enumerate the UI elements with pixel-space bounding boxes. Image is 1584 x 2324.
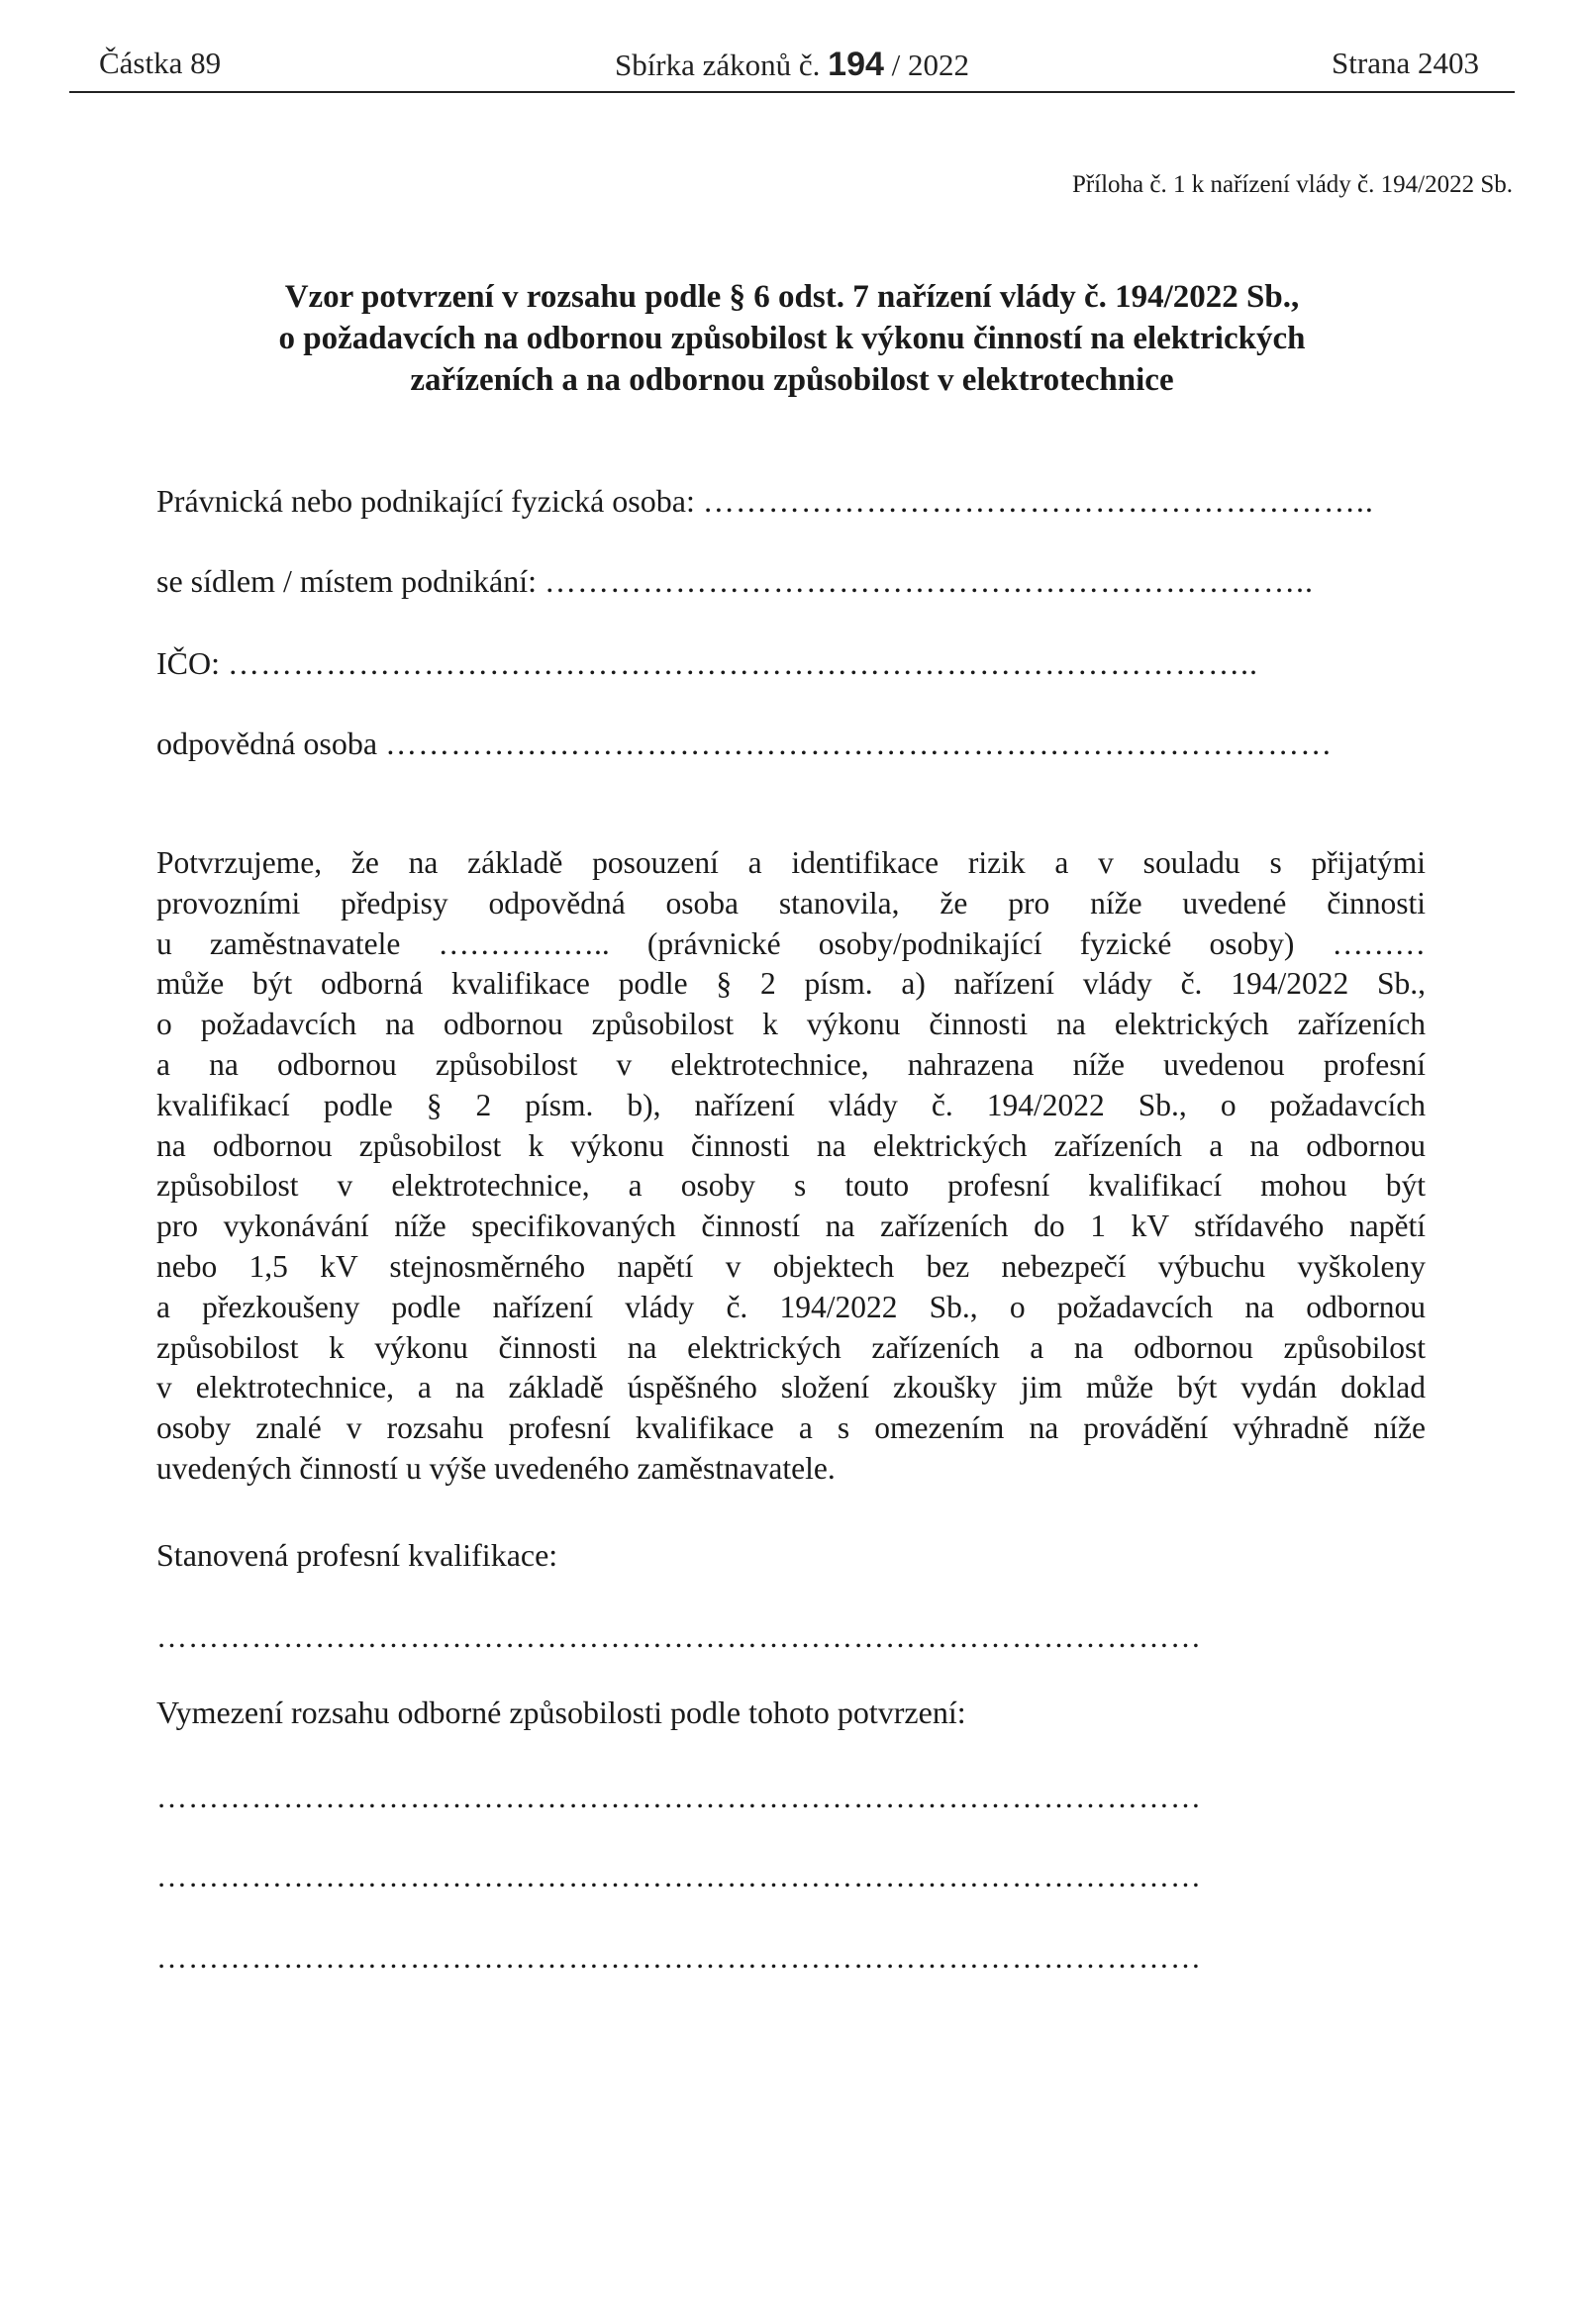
header-issue: Částka 89 [99,46,222,80]
paragraph-line: v elektrotechnice, a na základě úspěšného složení zkoušky jim může být vydán doklad [156,1370,1426,1405]
qualification-label: Stanovená profesní kvalifikace: [156,1537,558,1573]
title-line: Vzor potvrzení v rozsahu podle § 6 odst. 7 nařízení vlády č. 194/2022 Sb., [284,279,1300,315]
paragraph-line: nebo 1,5 kV stejnosměrného napětí v objektech bez nebezpečí výbuchu vyškoleny [156,1248,1426,1284]
paragraph-line: způsobilost k výkonu činnosti na elektrických zařízeních a na odbornou způsobilost [156,1329,1426,1365]
title-line: zařízeních a na odbornou způsobilost v elektrotechnice [410,362,1174,398]
scope-dots-line: ……………………………………………………………………………………… [156,1859,1202,1893]
paragraph-line: může být odborná kvalifikace podle § 2 písm. a) nařízení vlády č. 194/2022 Sb., [156,966,1426,1002]
paragraph-line: a na odbornou způsobilost v elektrotechnice, nahrazena níže uvedenou profesní [156,1046,1426,1082]
responsible-person-field [156,726,1414,762]
header-year: / 2022 [891,48,970,82]
header-divider [69,91,1515,93]
header-page-number: Strana 2403 [1332,46,1479,80]
legal-person-field [156,483,1414,520]
confirmation-paragraph [156,843,1426,1490]
paragraph-line: osoby znalé v rozsahu profesní kvalifikace a s omezením na provádění výhradně níže [156,1410,1426,1446]
field-label: odpovědná osoba [156,726,378,761]
paragraph-line: provozními předpisy odpovědná osoba stanovila, že pro níže uvedené činnosti [156,885,1426,920]
scope-dots-line: ……………………………………………………………………………………… [156,1780,1202,1814]
annex-label: Příloha č. 1 k nařízení vlády č. 194/2022 Sb. [1071,171,1513,198]
header-law-number: 194 [828,46,884,83]
registered-office-field [156,563,1414,600]
ico-field [156,645,1414,682]
paragraph-line: uvedených činností u výše uvedeného zaměstnavatele. [156,1450,836,1486]
paragraph-line: pro vykonávání níže specifikovaných činností na zařízeních do 1 kV střídavého napětí [156,1209,1426,1244]
fill-in-dots: …………………………………………………….. [702,483,1374,519]
paragraph-line: na odbornou způsobilost k výkonu činnosti na elektrických zařízeních a na odbornou [156,1127,1426,1163]
paragraph-line: způsobilost v elektrotechnice, a osoby s touto profesní kvalifikací mohou být [156,1168,1426,1204]
qualification-dots: ……………………………………………………………………………………… [156,1619,1202,1654]
fill-in-dots: …………………………………………………………….. [544,563,1314,599]
header-collection-prefix: Sbírka zákonů č. [614,48,821,82]
field-label: Právnická nebo podnikající fyzická osoba: [156,483,695,519]
document-title [0,276,1584,401]
title-line: o požadavcích na odbornou způsobilost k výkonu činností na elektrických [278,321,1306,356]
scope-label: Vymezení rozsahu odborné způsobilosti podle tohoto potvrzení: [156,1695,966,1730]
scope-dots-line: ……………………………………………………………………………………… [156,1940,1202,1975]
paragraph-line: kvalifikací podle § 2 písm. b), nařízení vlády č. 194/2022 Sb., o požadavcích [156,1087,1426,1122]
field-label: IČO: [156,645,220,681]
paragraph-line: a přezkoušeny podle nařízení vlády č. 194/2022 Sb., o požadavcích na odbornou [156,1289,1426,1324]
field-label: se sídlem / místem podnikání: [156,563,537,599]
fill-in-dots: …………………………………………………………………………… [385,726,1334,761]
fill-in-dots: ………………………………………………………………………………….. [228,645,1258,681]
paragraph-line: u zaměstnavatele …………….. (právnické osoby/podnikající fyzické osoby) ……… [156,925,1426,961]
paragraph-line: Potvrzujeme, že na základě posouzení a identifikace rizik a v souladu s přijatými [156,845,1426,880]
paragraph-line: o požadavcích na odbornou způsobilost k výkonu činnosti na elektrických zařízeních [156,1007,1426,1042]
